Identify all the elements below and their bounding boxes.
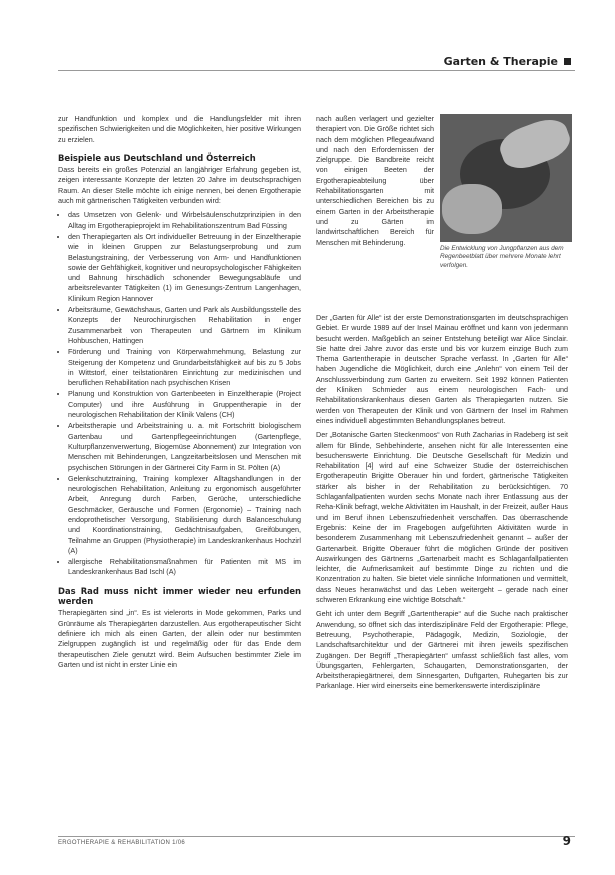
list-item: • Arbeitsräume, Gewächshaus, Garten und Park als Ausbildungsstelle des Konzepts der Neurochirurgischen Rehabilitation in enger Zusammenarbeit von Therapeuten und Gärtnern im Klinikum Hohbuschen, Hattingen: [68, 305, 301, 346]
paragraph: Der „Botanische Garten Steckenmoos“ von Ruth Zacharias in Radeberg ist seit allem für Blinde, Sehbehinderte, ansehen nicht für alle Interessenten eine besuchenswerte Einrichtung. Die Deutsche Gesellschaft für Medizin und Rehabilitation [4] wird auf eine Schweizer Studie der österreichischen Ergotherapeutin Brigitte Oberauer hin und fordert, gärtnerische Tätigkeiten stärker als bisher in der Rehabilitation zu berücksichtigen. 70 Schlaganfallpatienten wurden sechs Monate nach ihrer Entlassung aus der Reha-Klinik befragt, welche Aktivitäten im Haushalt, in der Freizeit, außer Haus und im Beruf ihnen Lebenszufriedenheit verschaffen. Das überraschende Ergebnis: Keine der im Fragebogen aufgeführten Aktivitäten wurde in besonderem Zusammenhang mit Lebenszufriedenheit genannt – außer der Gartenarbeit. Brigitte Oberauer führt die möglichen Gründe der positiven Auswirkungen des Gärtnerns „Gartenarbeit macht es Schlaganfallpatienten leichter, die Aufmerksamkeit auf bestimmte Dinge zu richten und die Konzentration zu halten. Sie bietet viele sinnliche Informationen und vermittelt, dass Neues heranwächst und das Leben weitergeht – gerade nach einer schweren Erkrankung eine wichtige Botschaft.“: [316, 430, 568, 605]
list-item: • den Therapiegarten als Ort individueller Betreuung in der Einzeltherapie wie in kleinen Gruppen zur Belastungserprobung und zum Belastungstraining, der Verbesserung von Arm- und Handfunktionen sowie der Gehfähigkeit, kognitiver und neuropsychologischer Fähigkeiten und Bahnung hirschädlich schonender Bewegungsabläufe und arbeitsrelevanter Tätigkeiten (1) im Genesungs-Zentrum Langenhagen, Klinikum Region Hannover: [68, 232, 301, 304]
paragraph: Der „Garten für Alle“ ist der erste Demonstrationsgarten im deutschsprachigen Gebiet. Er wurde 1989 auf der Insel Mainau eröffnet und kann von jedermann besucht werden. Maßgeblich an seiner Entstehung beteiligt war Alice Sinclair. Sie hatte drei Jahre zuvor das erste und bis vor kurzem einzige Buch zum Thema Gartentherapie in deutscher Sprache verfasst. In „Garten für Alle“ haben Jugendliche die Möglichkeit, durch eine „Anlehn“ von einem Teil der Anschlussverbindung zum Garten zu erweitern. Seit 1992 können Patienten der Kliniken Schmieder aus einem neurologischen Fach- und Rehabilitationskrankenhaus diesen Garten als Therapiegarten nutzen. Sie werden von Therapeuten der Klinik und von Gärtnern der Insel im Rahmen eines individuell abgestimmten Behandlungsplanes betreut.: [316, 313, 568, 425]
right-column-top: [316, 114, 434, 252]
garden-photo: [440, 114, 572, 242]
right-column-lower: [316, 313, 568, 696]
section-title: Garten & Therapie: [443, 55, 558, 68]
list-item: • Arbeitstherapie und Arbeitstraining u. a. mit Fortschritt biologischem Gartenbau und Gartenpflegeeinrichtungen (Gartenpflege, Kulturpflanzenverwertung, Biogemüse Abonnement) zur Integration von Menschen mit Behinderungen, Langzeitarbeitslosen und Menschen mit psychischen Störungen in der Gärtnerei City Farm in St. Pölten (A): [68, 421, 301, 472]
intro-paragraph: zur Handfunktion und komplex und die Handlungsfelder mit ihren spezifischen Schwierigkeiten und die Möglichkeiten, hier positive Wirkungen zu erzielen.: [58, 114, 301, 144]
list-item: • allergische Rehabilitationsmaßnahmen für Patienten mit MS im Landeskrankenhaus Bad Ischl (A): [68, 557, 301, 578]
list-item: • das Umsetzen von Gelenk- und Wirbelsäulenschutzprinzipien in den Alltag im Ergotherapieprojekt im Rehabilitationszentrum Bad Füssing: [68, 210, 301, 231]
section2-paragraph: Therapiegärten sind „in“. Es ist vielerorts in Mode gekommen, Parks und Grünräume als Therapiegärten darzustellen. Aus ergotherapeutischer Sicht definiere ich mich als einen Garten, der allein oder nur bestimmten Zielgruppen zugänglich ist und regelmäßig oder für das Ende dem therapeutischen Ziele genutzt wird. Beim Aufsuchen bestimmter Ziele im Garten und ist nicht in erster Linie ein: [58, 608, 301, 669]
list-item: • Förderung und Training von Körperwahrnehmung, Belastung zur Steigerung der Kompetenz und Grundarbeitsfähigkeit auf bis zu 5 Jobs in Wittstorf, einer teilstationären Einrichtung zur medizinischen und beruflichen Rehabilitation nach psychischen Krisen: [68, 347, 301, 388]
photo-caption: Die Entwicklung von Jungpflanzen aus dem Regenbeetblatt über mehrere Monate lehrt verfolgen.: [440, 245, 564, 269]
footer-rule: [58, 836, 575, 837]
section1-heading: Beispiele aus Deutschland und Österreich: [58, 152, 256, 163]
journal-name: ERGOTHERAPIE & REHABILITATION 1/06: [58, 840, 186, 846]
hand-shape: [442, 184, 502, 234]
list-item: • Planung und Konstruktion von Gartenbeeten in Einzeltherapie (Project Computer) und ihre Ausführung in Gruppentherapie in der neurologischen Rehabilitation der Klinik Valens (CH): [68, 389, 301, 420]
examples-list: [58, 210, 301, 577]
right-top-paragraph: nach außen verlagert und gezielter therapiert von. Die Größe richtet sich nach dem möglichen Pflegeaufwand und nach den Erfordernissen der Zielgruppe. Die Bandbreite reicht von einigen Beeten der Ergotherapieabteilung über Rehabilitationsgarten mit unterschiedlichen Bereichen bis zu einem Garten in der Arbeitstherapie und zu Gärten im landwirtschaftlichen Bereich für Menschen mit Behinderung.: [316, 114, 434, 247]
header-rule: [58, 70, 575, 71]
header-square-icon: [564, 58, 571, 65]
section2-heading: Das Rad muss nicht immer wieder neu erfunden werden: [58, 585, 301, 607]
section1-paragraph: Dass bereits ein großes Potenzial an langjähriger Erfahrung gegeben ist, zeigen interessante Konzepte der letzten 20 Jahre im deutschsprachigen Raum. An dieser Stelle möchte ich einige nennen, bei denen Ergotherapie auch mit gärtnerischen Tätigkeiten verbunden wird:: [58, 165, 301, 206]
list-item: • Gelenkschutztraining, Training komplexer Alltagshandlungen in der neurologischen Rehabilitation, Anleitung zu ergonomisch ausgeführter Arbeit, Anregung durch Farben, Gerüche, unterschiedliche Geschmäcker, Geräusche und Formen (Ergonomie) – Training nach endoprothetischer Versorgung, Stabilisierung durch Balanceschulung und Koordinationstraining, Gedächtnisaufgaben, Greifübungen, Teilnahme an Gruppen (Physiotherapie) im Landeskrankenhaus Hochzirl (A): [68, 474, 301, 556]
left-column: [58, 114, 301, 674]
page-number: 9: [562, 834, 571, 848]
paragraph: Geht ich unter dem Begriff „Gartentherapie“ auf die Suche nach praktischer Anwendung, so öffnet sich das interdisziplinäre Feld der Ergotherapie: Pflege, Betreuung, Psychotherapie, Pädagogik, Medizin, Soziologie, der Landschaftsarchitektur und der Gärtnerei mit ihren jeweils spezifischen Zugängen. Der Begriff „Therapiegärten“ umfasst schließlich fast alles, vom Übungsgarten, Fehlergarten, Schaugarten, Demonstrationsgarten, der Arbeitstherapiegärtnerei, dem Sinnesgarten, Duftgarten, Ruhegarten bis zur Parkanlage. Hier wird einerseits eine bemerkenswerte interdisziplinäre: [316, 609, 568, 691]
section-header: [444, 55, 571, 68]
